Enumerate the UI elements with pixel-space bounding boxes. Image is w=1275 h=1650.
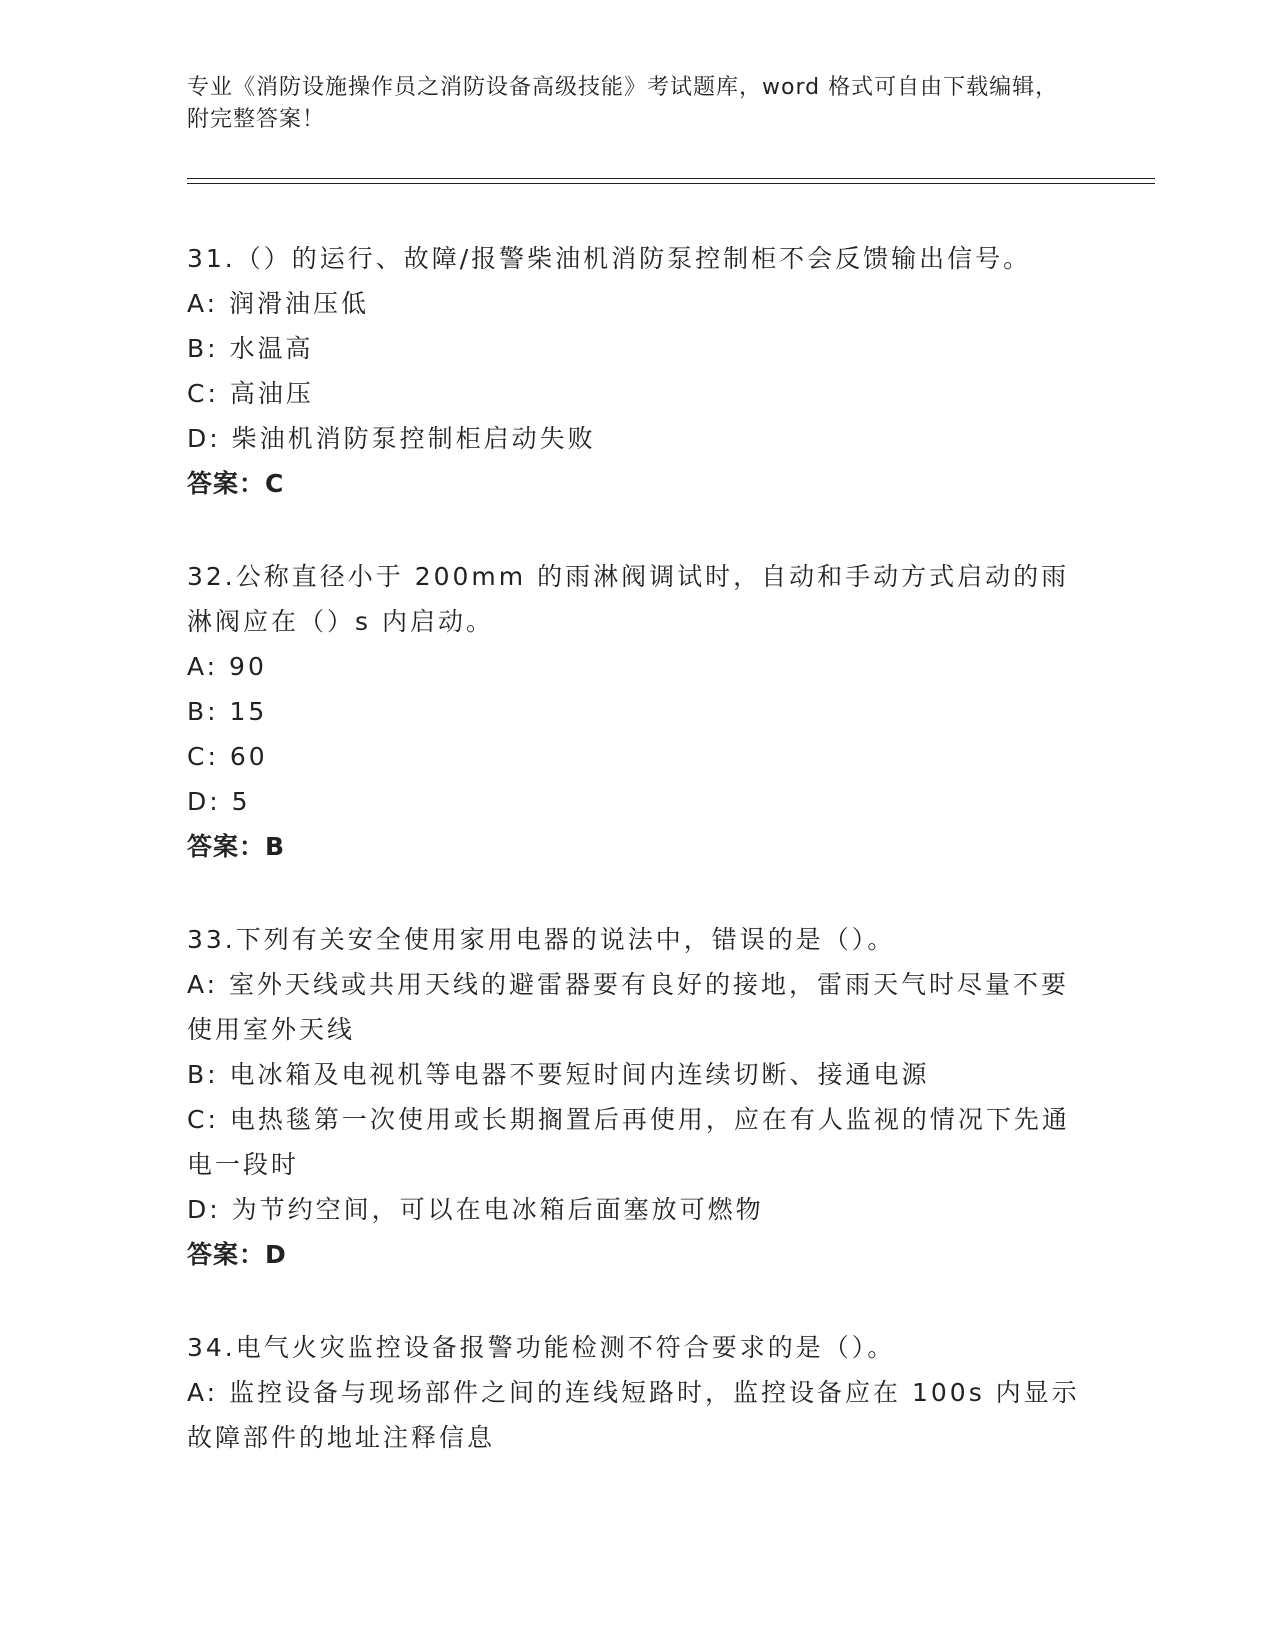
answer-line: 答案：B — [187, 832, 286, 861]
question-31 — [187, 236, 1087, 506]
option-b: B: 电冰箱及电视机等电器不要短时间内连续切断、接通电源 — [187, 1060, 930, 1089]
option-a: A: 室外天线或共用天线的避雷器要有良好的接地，雷雨天气时尽量不要使用室外天线 — [187, 970, 1070, 1044]
option-a: A: 90 — [187, 652, 267, 681]
option-d: D: 柴油机消防泵控制柜启动失败 — [187, 424, 596, 453]
option-c: C: 60 — [187, 742, 268, 771]
option-d: D: 5 — [187, 787, 251, 816]
option-c: C: 电热毯第一次使用或长期搁置后再使用，应在有人监视的情况下先通电一段时 — [187, 1105, 1070, 1179]
option-b: B: 15 — [187, 697, 268, 726]
option-a: A: 监控设备与现场部件之间的连线短路时，监控设备应在 100s 内显示故障部件的地址注释信息 — [187, 1378, 1080, 1452]
option-a: A: 润滑油压低 — [187, 289, 370, 318]
answer-line: 答案：D — [187, 1240, 287, 1269]
question-stem: 31.（）的运行、故障/报警柴油机消防泵控制柜不会反馈输出信号。 — [187, 244, 1032, 273]
question-stem: 34.电气火灾监控设备报警功能检测不符合要求的是（）。 — [187, 1333, 896, 1362]
answer-line: 答案：C — [187, 469, 285, 498]
header-rule-top — [187, 178, 1155, 179]
question-list — [187, 236, 1087, 1508]
document-header: 专业《消防设施操作员之消防设备高级技能》考试题库，word 格式可自由下载编辑，附完整答案！ — [187, 75, 1059, 132]
question-stem: 33.下列有关安全使用家用电器的说法中，错误的是（）。 — [187, 925, 896, 954]
header-rule-bottom — [187, 183, 1155, 184]
question-stem: 32.公称直径小于 200mm 的雨淋阀调试时，自动和手动方式启动的雨淋阀应在（）s 内启动。 — [187, 562, 1070, 636]
option-d: D: 为节约空间，可以在电冰箱后面塞放可燃物 — [187, 1195, 764, 1224]
option-b: B: 水温高 — [187, 334, 314, 363]
question-32 — [187, 554, 1087, 869]
question-34 — [187, 1325, 1087, 1460]
option-c: C: 高油压 — [187, 379, 314, 408]
question-33 — [187, 917, 1087, 1277]
